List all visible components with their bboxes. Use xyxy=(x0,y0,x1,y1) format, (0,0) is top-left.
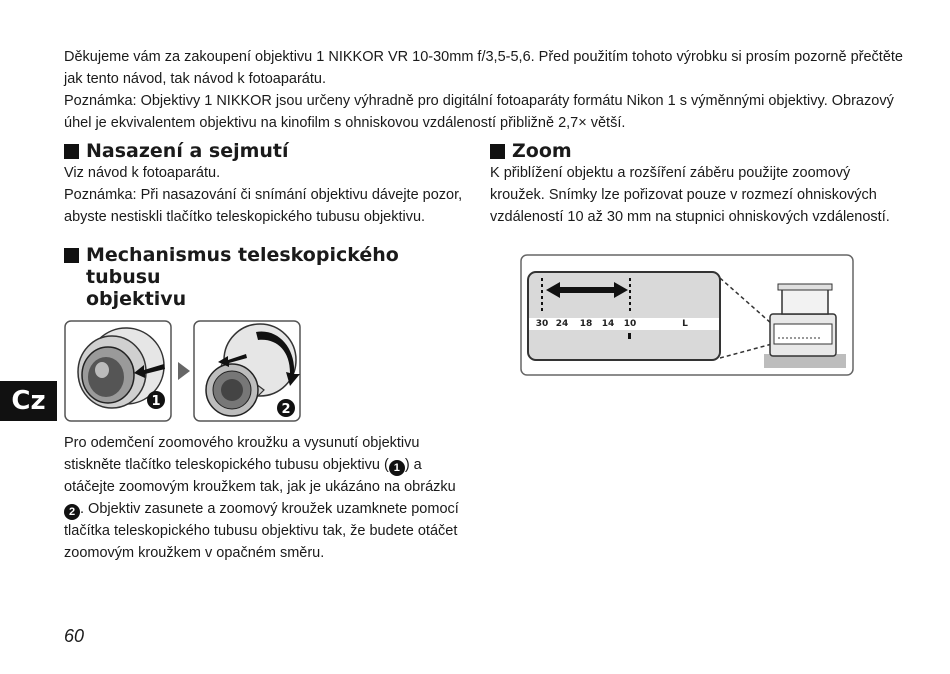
next-step-arrow-icon xyxy=(178,362,190,380)
scale-mark: L xyxy=(682,319,688,329)
telescopic-text-part1: Pro odemčení zoomového kroužku a vysunutí objektivu stiskněte tlačítko teleskopického tubusu objektivu ( xyxy=(64,435,420,473)
focal-scale-illustration xyxy=(520,254,854,378)
mount-note: Poznámka: Při nasazování či snímání objektivu dávejte pozor, abyste nestiskli tlačítko teleskopického tubusu objektivu. xyxy=(64,187,463,225)
square-bullet-icon xyxy=(64,248,79,263)
inline-badge-1: 1 xyxy=(389,460,405,476)
zoom-title: Zoom xyxy=(512,140,572,162)
page-number: 60 xyxy=(64,626,85,646)
zoom-text: K přiblížení objektu a rozšíření záběru použijte zoomový kroužek. Snímky lze pořizovat pouze v rozmezí ohniskových vzdáleností 10 až 30 mm na stupnici ohniskových vzdáleností. xyxy=(490,165,890,225)
square-bullet-icon xyxy=(490,144,505,159)
scale-mark: 18 xyxy=(579,319,593,329)
step1-badge-label: 1 xyxy=(151,394,161,409)
square-bullet-icon xyxy=(64,144,79,159)
mount-line: Viz návod k fotoaparátu. xyxy=(64,165,221,181)
intro xyxy=(64,46,904,134)
telescopic-title xyxy=(86,244,464,310)
telescopic-title-line2: objektivu xyxy=(86,288,187,310)
step2-badge-label: 2 xyxy=(281,402,291,417)
index-mark xyxy=(628,333,631,339)
scale-mark: 24 xyxy=(555,319,569,329)
zoom-heading xyxy=(490,140,900,162)
inline-badge-2: 2 xyxy=(64,504,80,520)
mount-heading xyxy=(64,140,464,162)
intro-paragraph: Děkujeme vám za zakoupení objektivu 1 NIKKOR VR 10-30mm f/3,5-5,6. Před použitím tohoto výrobku si prosím pozorně přečtěte jak tento návod, tak návod k fotoaparátu. xyxy=(64,49,903,87)
zoom-illustration xyxy=(520,254,854,383)
telescopic-text-part3: . Objektiv zasunete a zoomový kroužek uzamknete pomocí tlačítka teleskopického tubusu objektivu tak, že budete otáčet zoomovým kroužkem v opačném směru. xyxy=(64,501,459,561)
scale-mark: 30 xyxy=(535,319,549,329)
intro-note: Poznámka: Objektivy 1 NIKKOR jsou určeny výhradně pro digitální fotoaparáty formátu Nikon 1 s výměnnými objektivy. Obrazový úhel je ekvivalentem objektivu na kinofilm s ohniskovou vzdáleností přibližně 2,7× větší. xyxy=(64,93,894,131)
telescopic-text-part2: ) a otáčejte zoomovým kroužkem tak, jak je ukázáno na obrázku xyxy=(64,457,456,495)
telescopic-title-line1: Mechanismus teleskopického tubusu xyxy=(86,244,399,288)
mount-title: Nasazení a sejmutí xyxy=(86,140,289,162)
language-tab: Cz xyxy=(0,381,57,421)
telescopic-text xyxy=(64,432,464,564)
scale-mark: 14 xyxy=(601,319,615,329)
scale-mark: 10 xyxy=(623,319,637,329)
left-column xyxy=(64,140,464,564)
telescopic-illustration xyxy=(64,320,464,426)
lens-steps-illustration xyxy=(64,320,304,426)
right-column xyxy=(490,140,900,228)
telescopic-heading xyxy=(64,244,464,310)
